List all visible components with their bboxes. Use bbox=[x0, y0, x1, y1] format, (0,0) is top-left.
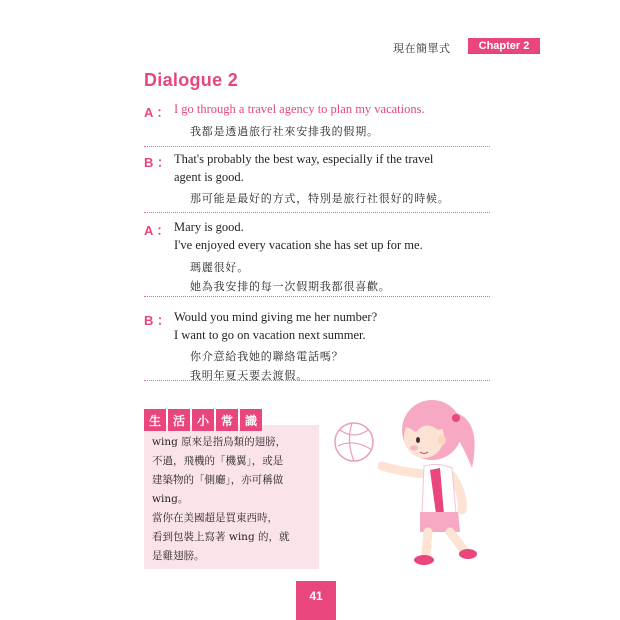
speaker-label: A ： bbox=[144, 105, 170, 120]
dialogue-title: Dialogue 2 bbox=[144, 70, 239, 90]
tip-title-char: 識 bbox=[240, 409, 262, 431]
dialogue-turn-2 bbox=[144, 152, 490, 212]
english-line: I go through a travel agency to plan my vacations. bbox=[174, 102, 425, 116]
english-line: I want to go on vacation next summer. bbox=[174, 328, 366, 342]
tip-title-char: 小 bbox=[192, 409, 214, 431]
speaker-label: B ： bbox=[144, 155, 171, 170]
chinese-line: 我都是透過旅行社來安排我的假期。 bbox=[190, 125, 379, 138]
chinese-line: 瑪麗很好。 bbox=[190, 261, 249, 274]
page-number: 41 bbox=[296, 581, 336, 620]
tip-line: 建築物的「側廳」，亦可稱做 bbox=[152, 474, 284, 486]
dotted-divider bbox=[144, 296, 490, 297]
tip-line: wing 原來是指鳥類的翅膀， bbox=[152, 436, 287, 448]
tip-title-char: 常 bbox=[216, 409, 238, 431]
dialogue-turn-3 bbox=[144, 220, 490, 300]
dialogue-turn-4 bbox=[144, 310, 490, 390]
tip-title bbox=[144, 409, 262, 431]
tip-title-char: 活 bbox=[168, 409, 190, 431]
english-line: That's probably the best way, especially if the travel bbox=[174, 152, 434, 166]
tip-line: 當你在美國超是買東西時， bbox=[152, 512, 278, 524]
chapter-badge: Chapter 2 bbox=[468, 38, 540, 54]
english-line: Would you mind giving me her number? bbox=[174, 310, 378, 324]
volleyball-icon bbox=[335, 423, 373, 461]
chinese-line: 那可能是最好的方式，特別是旅行社很好的時候。 bbox=[190, 192, 450, 205]
section-title: 現在簡單式 bbox=[393, 42, 451, 55]
english-line: Mary is good. bbox=[174, 220, 244, 234]
english-line: I've enjoyed every vacation she has set up for me. bbox=[174, 238, 423, 252]
volleyball-girl-illustration bbox=[332, 390, 492, 570]
tip-line: 看到包裝上寫著 wing 的，就 bbox=[152, 531, 290, 543]
tip-line: 不過，飛機的「機翼」，或是 bbox=[152, 455, 284, 467]
dotted-divider bbox=[144, 380, 490, 381]
chinese-line: 我明年夏天要去渡假。 bbox=[190, 369, 308, 382]
chinese-line: 你介意給我她的聯絡電話嗎？ bbox=[190, 350, 344, 363]
speaker-label: A ： bbox=[144, 223, 170, 238]
tip-line: wing。 bbox=[152, 493, 189, 505]
header-rule bbox=[468, 53, 540, 54]
english-line: agent is good. bbox=[174, 170, 244, 184]
dotted-divider bbox=[144, 212, 490, 213]
chinese-line: 她為我安排的每一次假期我都很喜歡。 bbox=[190, 280, 391, 293]
tip-text bbox=[152, 433, 316, 566]
tip-title-char: 生 bbox=[144, 409, 166, 431]
dialogue-turn-1 bbox=[144, 102, 490, 142]
speaker-label: B ： bbox=[144, 313, 171, 328]
dotted-divider bbox=[144, 146, 490, 147]
tip-line: 是雞翅膀。 bbox=[152, 550, 205, 562]
